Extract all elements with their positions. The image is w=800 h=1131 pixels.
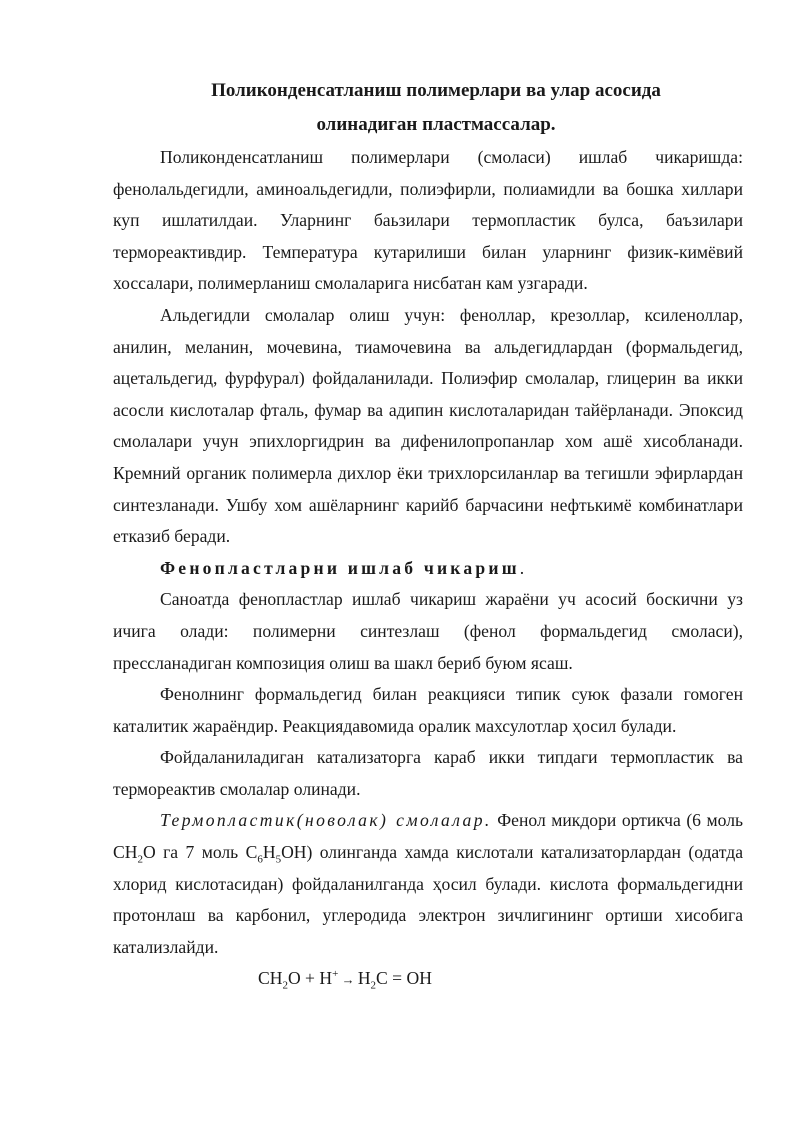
text-segment: Фенол микдори ортикча (6 моль CH [113,810,743,863]
formula-part: C = OH [376,968,432,989]
chemical-formula [113,963,743,996]
paragraph-production-stages: Саноатда фенопластлар ишлаб чикариш жараёни уч асосий боскични уз ичига олади: полимерни синтезлаш (фенол формальдегид смоласи), прессланадиган композиция олиш ва шакл бериб буюм ясаш. [113,589,743,673]
paragraph-thermoplastic [113,805,743,963]
formula-subscript: 2 [370,979,377,992]
formula-subscript: 2 [282,979,288,992]
thermoplastic-term: Термопластик(новолак) смолалар. [160,810,492,831]
document-page [113,74,743,996]
paragraph-reaction: Фенолнинг формальдегид билан реакцияси типик суюк фазали гомоген каталитик жараёндир. Реакциядавомида оралик махсулотлар ҳосил булади. [113,684,743,736]
text-segment: OH) олинганда хамда кислотали катализаторлардан (одатда хлорид кислотасидан) фойдаланилганда ҳосил булади. кислота формальдегидни протонлаш ва карбонил, углеродида электрон зичлигининг ортиши хисобига катализлайди. [113,842,744,957]
subscript: 2 [137,853,143,866]
formula-part: CH [258,968,283,989]
section-heading-dot: . [519,557,525,578]
paragraph-intro: Поликонденсатланиш полимерлари (смоласи) ишлаб чикаришда: фенолальдегидли, аминоальдегидли, полиэфирли, полиамидли ва бошка хиллари куп ишлатилдаи. Уларнинг баьзилари термопластик булса, баъзилари термореактивдир. Температура кутарилиши билан уларнинг физик-кимёвий хоссалари, полимерланиш смолаларига нисбатан кам узгаради. [113,147,743,294]
formula-part: H [357,968,371,989]
subscript: 5 [275,853,282,866]
paragraph-catalyst: Фойдаланиладиган катализаторга караб икки типдаги термопластик ва термореактив смолалар олинади. [113,747,743,799]
title-line-2: олинадиган пластмассалар. [316,114,556,135]
section-heading-text: Фенопластларни ишлаб чикариш [160,557,520,578]
text-segment: O га 7 моль C [142,842,258,863]
title-line-1: Поликонденсатланиш полимерлари ва улар асосида [211,80,661,101]
subscript: 6 [257,853,263,866]
formula-superscript: + [332,968,339,981]
paragraph-raw-materials: Альдегидли смолалар олиш учун: феноллар, крезоллар, ксиленоллар, анилин, меланин, мочевина, тиамочевина ва альдегидлардан (формальдегид, ацетальдегид, фурфурал) фойдаланилади. Полиэфир смолалар, глицерин ва икки асосли кислоталар фталь, фумар ва адипин кислоталаридан тайёрланади. Эпоксид смолалари учун эпихлоргидрин ва дифенилопропанлар хом ашё хисобланади. Кремний органик полимерла дихлор ёки трихлорсиланлар ва тегишли эфирлардан синтезланади. Ушбу хом ашёларнинг карийб барчасини нефтькимё комбинатлари етказиб беради. [113,304,743,547]
document-title [113,74,743,142]
arrow-icon: → [338,972,358,988]
text-segment: H [262,842,276,863]
section-heading [113,553,743,585]
formula-part: O + H [287,968,333,989]
